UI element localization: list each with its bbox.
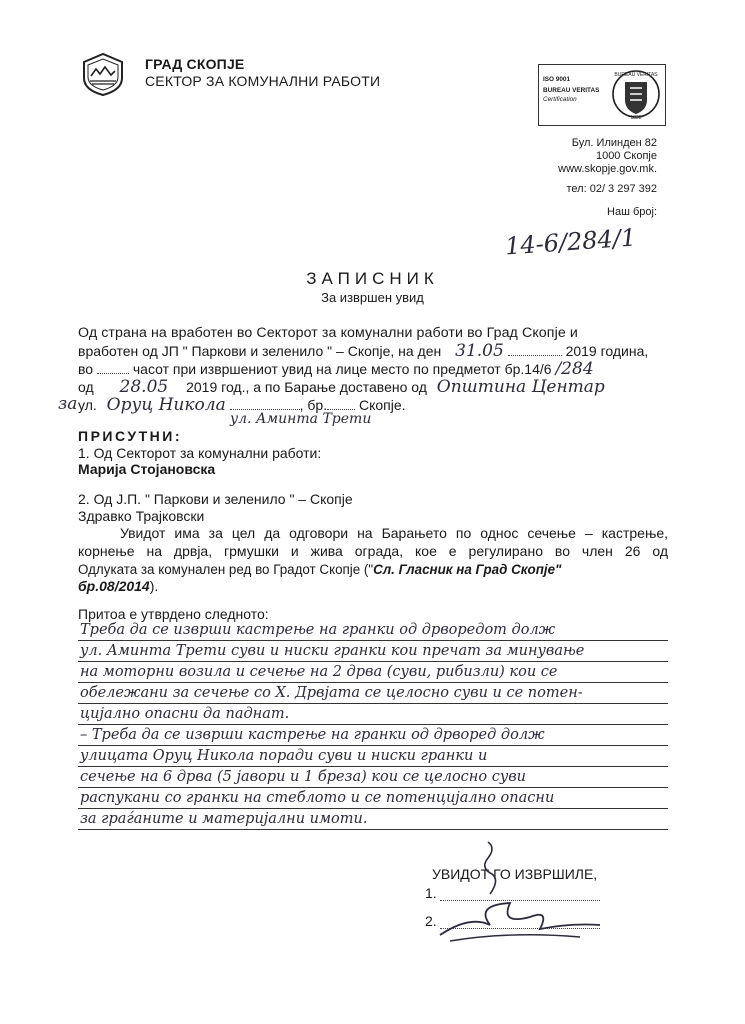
iso-label: ISO 9001 (543, 76, 571, 83)
ruled-line (78, 766, 668, 767)
finding-line-handwritten: Треба да се изврши кастрење на гранки од дрворедот долж (80, 622, 556, 638)
inspection-date-handwritten: 31.05 (455, 341, 504, 361)
intro-line-4 (78, 379, 668, 397)
present-item-2-name: Здравко Трајковски (78, 508, 205, 524)
second-street-handwritten: ул. Аминта Трети (230, 411, 372, 427)
present-item-1-name: Марија Стојановска (78, 461, 216, 477)
certification-badge (538, 64, 666, 126)
intro-line-5 (78, 397, 668, 415)
document-title: ЗАПИСНИК (306, 269, 439, 288)
signature-2-scribble (430, 895, 610, 950)
present-heading: ПРИСУТНИ: (78, 428, 182, 444)
intro-line-3 (78, 361, 668, 379)
intro-year: 2019 година, (565, 343, 649, 359)
finding-line-handwritten: обележани за сечење со Х. Дрвјата се целосно суви и се потен- (80, 685, 583, 701)
street-blank (230, 409, 300, 410)
requester-handwritten: Општина Центар (436, 377, 605, 397)
margin-note-handwritten: за (58, 394, 78, 414)
address-postal: 1000 Скопје (595, 150, 657, 162)
purpose-line-1-text: Увидот има за цел да одговори на Барањето по однос сечење – кастрење, (120, 525, 668, 541)
intro-line-2 (78, 343, 668, 361)
ruled-line (78, 640, 668, 641)
ruled-line (78, 787, 668, 788)
city-name: ГРАД СКОПЈЕ (145, 56, 245, 72)
signature-1-number: 1. (425, 885, 437, 901)
intro-line-2-text: вработен од ЈП " Паркови и зеленило " – Скопје, на ден (78, 343, 442, 359)
reference-number-handwritten: 14-6/284/1 (504, 223, 637, 261)
purpose-line-3 (78, 561, 668, 579)
intro-line-4-text: 2019 год., а по Барање доставено од (186, 379, 427, 395)
date-blank (508, 355, 562, 356)
seal-year: 1828 (630, 115, 642, 120)
gazette-name: Сл. Гласник на Град Скопје" (373, 562, 562, 577)
finding-line-handwritten: улицата Оруц Никола поради суви и ниски гранки и (80, 748, 488, 764)
present-item-2-label: 2. Од Ј.П. " Паркови и зеленило " – Скопје (78, 491, 353, 507)
sector-name: СЕКТОР ЗА КОМУНАЛНИ РАБОТИ (145, 73, 381, 89)
request-date-handwritten: 28.05 (119, 377, 169, 397)
city-crest-logo (78, 52, 128, 96)
ruled-line (78, 661, 668, 662)
ruled-line (78, 829, 668, 830)
purpose-line-1 (120, 525, 668, 543)
number-blank (327, 409, 355, 410)
signatures-label: УВИДОТ ГО ИЗВРШИЛЕ, (432, 866, 598, 882)
purpose-line-3-text: Одлуката за комунален ред во Градот Скопје (" (78, 562, 374, 577)
signature-1-scribble (470, 838, 510, 898)
number-prefix: , бр. (299, 397, 328, 413)
address-street: Бул. Илинден 82 (571, 137, 657, 149)
intro-line-3-prefix: во (78, 361, 94, 377)
certification-type: Certification (543, 96, 577, 103)
certifier-name: BUREAU VERITAS (543, 87, 600, 94)
address-website: www.skopje.gov.mk. (558, 163, 657, 175)
street-handwritten: Оруц Никола (106, 395, 226, 415)
hour-blank (97, 373, 129, 374)
purpose-line-4 (78, 578, 668, 596)
intro-line-1: Од страна на вработен во Секторот за комунални работи во Град Скопје и (78, 325, 578, 341)
finding-line-handwritten: цијално опасни да паднат. (80, 706, 290, 722)
ruled-line (78, 682, 668, 683)
case-number-handwritten: /284 (555, 359, 594, 379)
signature-2-number: 2. (425, 913, 437, 929)
ruled-line (78, 703, 668, 704)
present-item-1-label: 1. Од Секторот за комунални работи: (78, 445, 322, 461)
intro-line-3-text: часот при извршениот увид на лице место по предметот бр.14/6 (132, 361, 552, 377)
gazette-number: бр.08/2014 (78, 578, 150, 594)
seal-text: BUREAU VERITAS (614, 72, 658, 78)
finding-line-handwritten: сечење на 6 дрва (5 јавори и 1 бреза) кои се целосно суви (80, 769, 527, 785)
ruled-line (78, 808, 668, 809)
finding-line-handwritten: за граѓаните и материјални имоти. (80, 811, 368, 827)
finding-line-handwritten: распукани со гранки на стеблото и се потенцијално опасни (80, 790, 555, 806)
finding-line-handwritten: ул. Аминта Трети суви и ниски гранки кои пречат за минување (80, 643, 585, 659)
purpose-line-2: корнење на дрвја, грмушки и жива ограда, кое е регулирано во член 26 од (78, 543, 668, 559)
street-prefix: ул. (78, 397, 97, 413)
finding-line-handwritten: на моторни возила и сечење на 2 дрва (суви, рибизли) кои се (80, 664, 558, 680)
address-phone: тел: 02/ 3 297 392 (566, 183, 657, 195)
city-suffix: Скопје. (355, 397, 406, 413)
reference-label: Наш број: (607, 206, 657, 218)
ruled-line (78, 745, 668, 746)
intro-line-4-prefix: од (78, 379, 94, 395)
purpose-line-4-end: ). (149, 578, 159, 594)
ruled-line (78, 724, 668, 725)
findings-label: Притоа е утврдено следното: (78, 606, 269, 622)
bureau-veritas-seal-icon (611, 68, 661, 120)
document-subtitle: За извршен увид (321, 290, 424, 305)
finding-line-handwritten: – Треба да се изврши кастрење на гранки од дрворед долж (80, 727, 545, 743)
